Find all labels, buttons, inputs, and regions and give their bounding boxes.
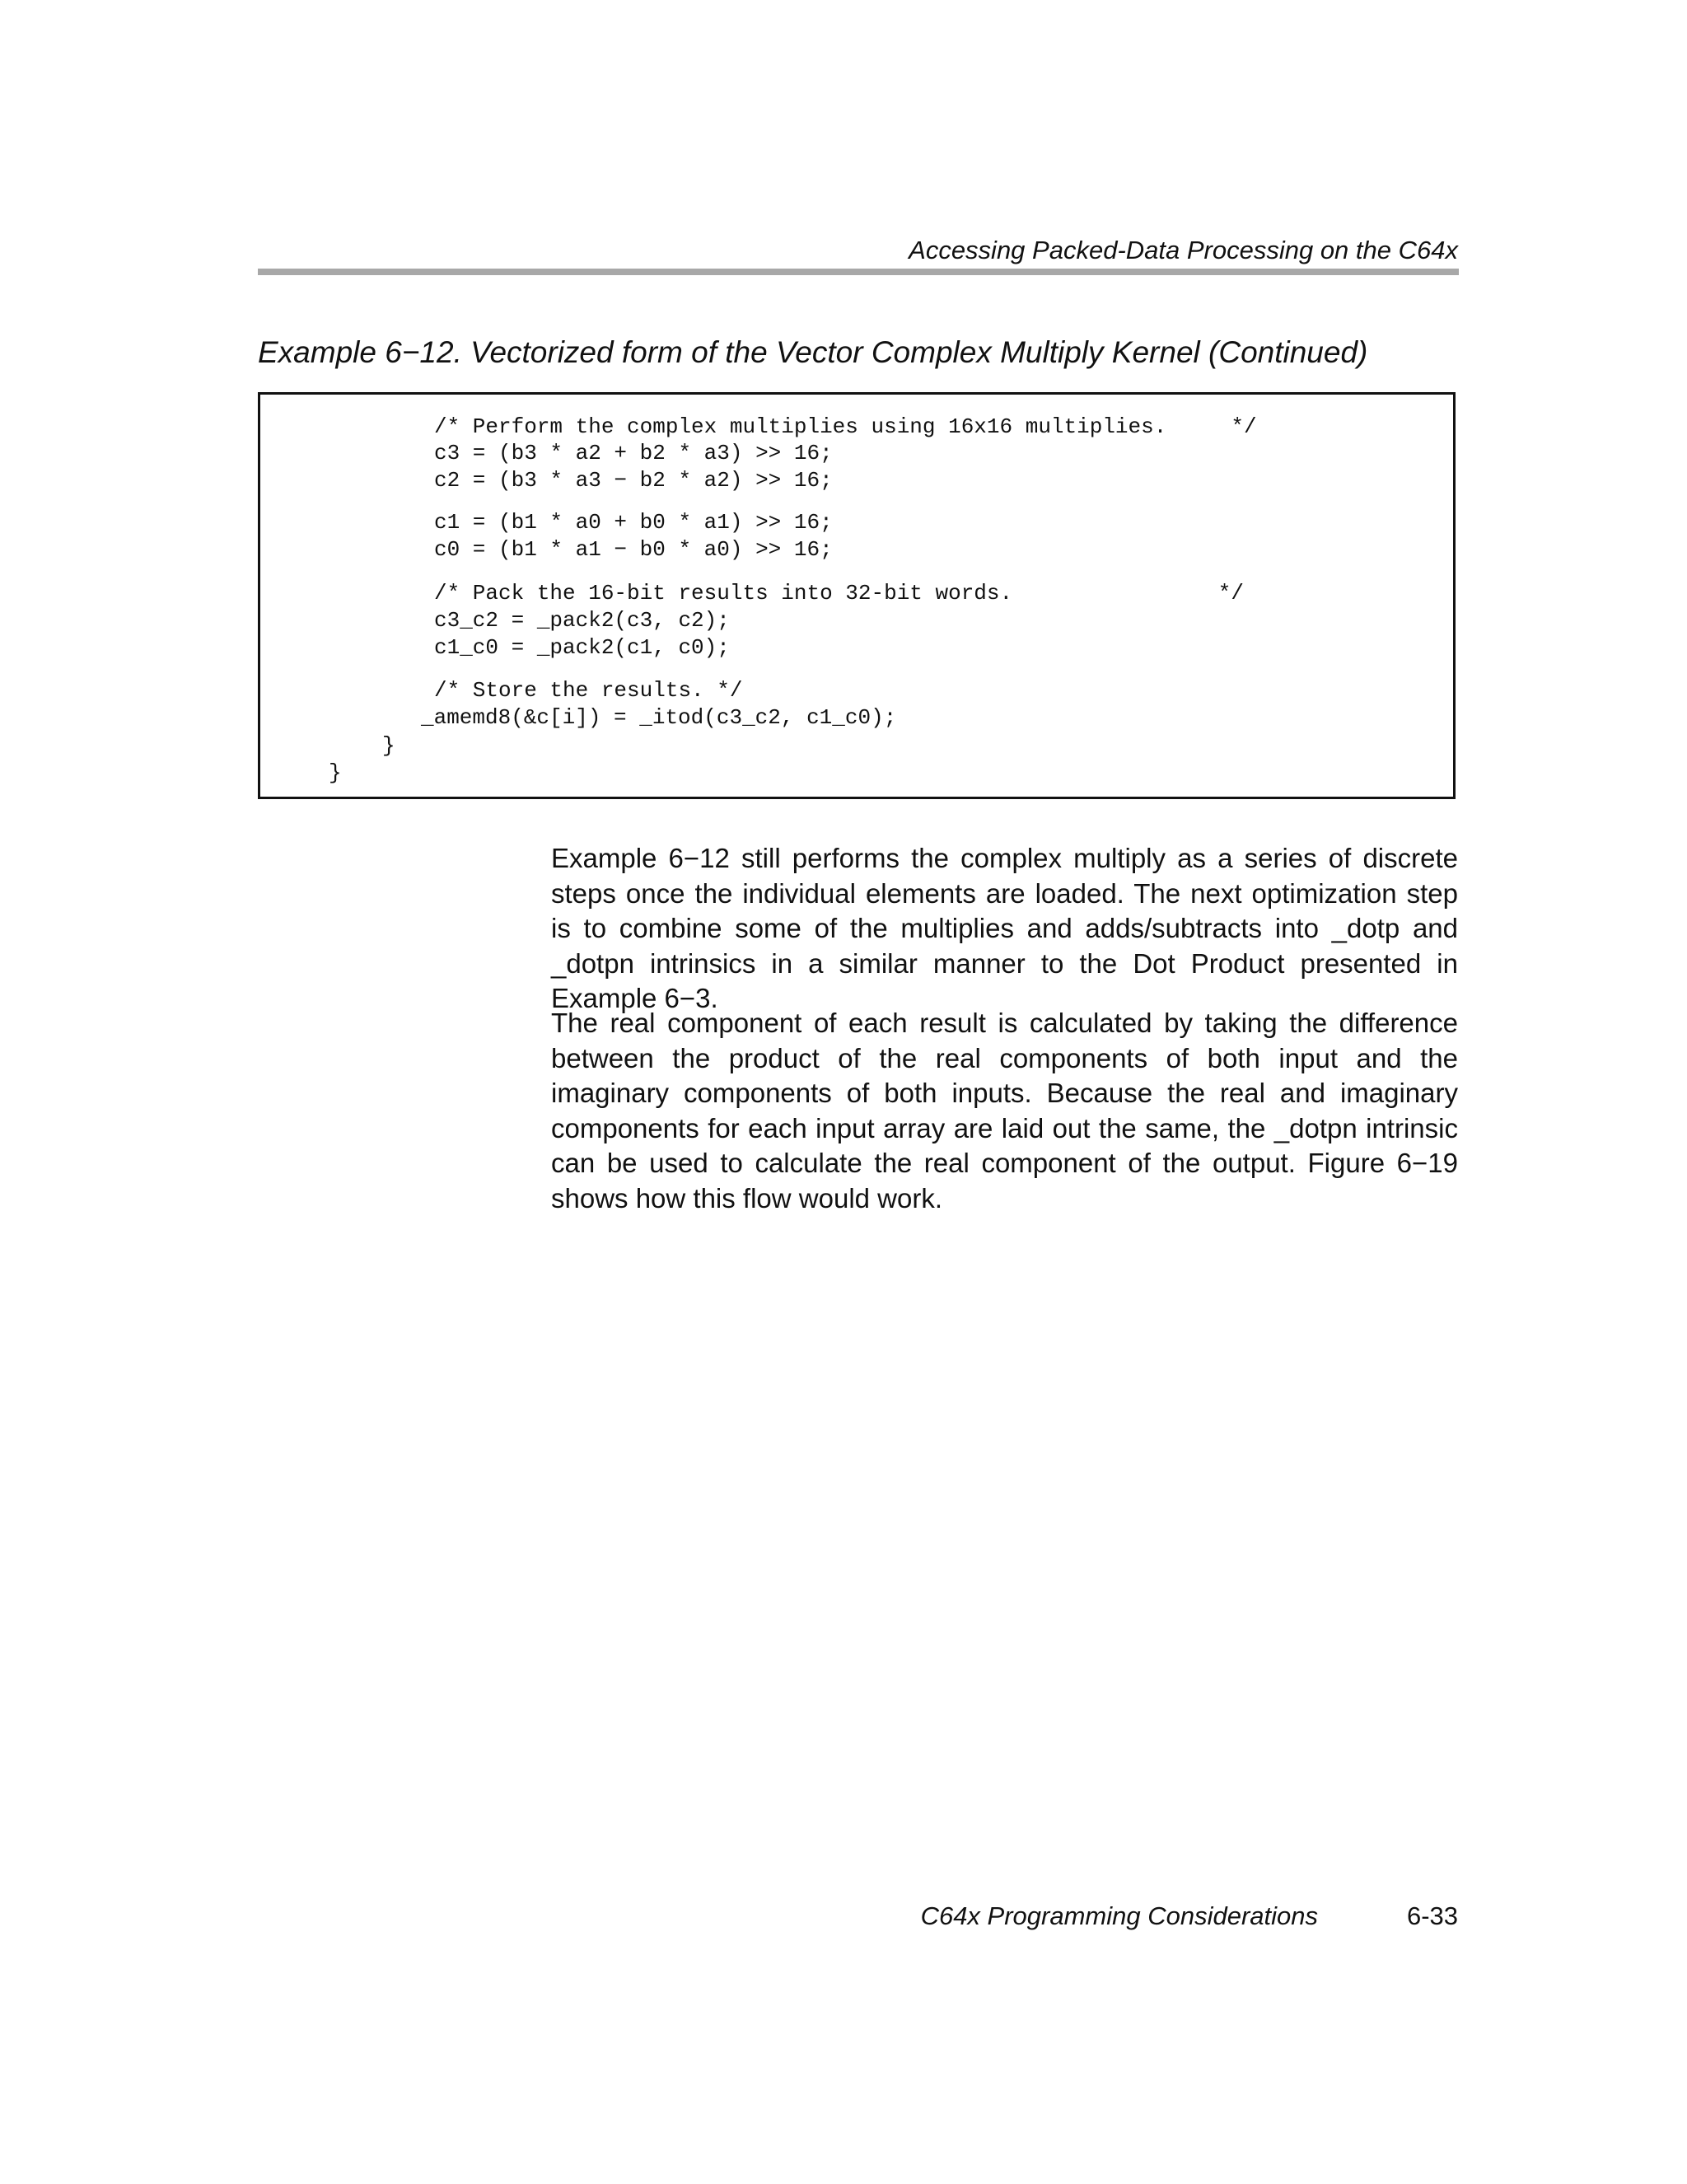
code-line: c1_c0 = _pack2(c1, c0); bbox=[434, 635, 730, 660]
code-line: /* Store the results. */ bbox=[434, 678, 743, 703]
code-block bbox=[258, 392, 1456, 799]
code-line: /* Pack the 16-bit results into 32-bit words. */ bbox=[434, 581, 1244, 606]
body-paragraph: The real component of each result is calculated by taking the difference between the product of the real components of both input and the imaginary components of both inputs. Because the real and imaginary components for each input array are laid out the same, the _dotpn intrinsic can be used to calculate the real component of the output. Figure 6−19 shows how this flow would work. bbox=[551, 1008, 1458, 1214]
code-line: } bbox=[329, 760, 342, 785]
code-line: c2 = (b3 * a3 − b2 * a2) >> 16; bbox=[434, 468, 833, 493]
footer-chapter-title: C64x Programming Considerations bbox=[920, 1901, 1318, 1930]
header-rule bbox=[258, 269, 1459, 275]
code-line: _amemd8(&c[i]) = _itod(c3_c2, c1_c0); bbox=[421, 705, 897, 730]
code-line: } bbox=[382, 733, 395, 758]
example-title: Example 6−12. Vectorized form of the Vector Complex Multiply Kernel (Continued) bbox=[258, 335, 1368, 369]
code-line: c3_c2 = _pack2(c3, c2); bbox=[434, 608, 730, 633]
code-line: c3 = (b3 * a2 + b2 * a3) >> 16; bbox=[434, 441, 833, 465]
page-number: 6-33 bbox=[1406, 1901, 1458, 1930]
code-line: c1 = (b1 * a0 + b0 * a1) >> 16; bbox=[434, 510, 833, 535]
code-line: c0 = (b1 * a1 − b0 * a0) >> 16; bbox=[434, 537, 833, 562]
code-line: /* Perform the complex multiplies using 16x16 multiplies. */ bbox=[434, 414, 1257, 439]
body-paragraph: Example 6−12 still performs the complex multiply as a series of discrete steps once the individual elements are loaded. The next optimization step is to combine some of the multiplies and adds/subtracts into _dotp and _dotpn intrinsics in a similar manner to the Dot Product presented in Example 6−3. bbox=[551, 843, 1458, 1013]
running-header: Accessing Packed-Data Processing on the C64x bbox=[909, 236, 1458, 264]
